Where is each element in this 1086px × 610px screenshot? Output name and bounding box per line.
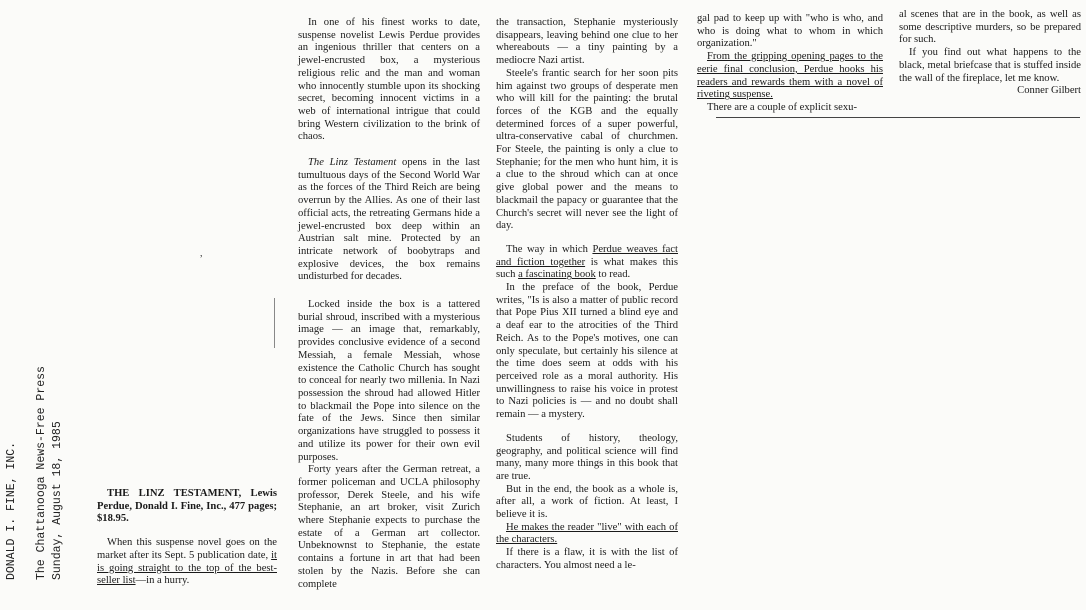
col3-paragraph-6: But in the end, the book as a whole is, after all, a work of fiction. At least, I believe it is. bbox=[496, 483, 678, 521]
stamp-line-2: The Chattanooga News-Free Press bbox=[35, 366, 48, 580]
col4-paragraph-3: There are a couple of explicit sexu- bbox=[707, 101, 858, 113]
col2-p2-rest: opens in the last tumultuous days of the Second World War as the forces of the Third Reich are being overrun by the Allies. As one of their last official acts, the retreating Germans hide a jewel-encrusted box deep within an Austrian salt mine. Protected by an intricate network of boobytraps and explosive devices, the box remains undisturbed for decades. bbox=[298, 157, 480, 283]
stamp-line-3: Sunday, August 18, 1985 bbox=[51, 421, 64, 580]
col3-p3-e: to read. bbox=[595, 269, 631, 281]
stamp-line-1: DONALD I. FINE, INC. bbox=[5, 441, 18, 580]
author-signature: Conner Gilbert bbox=[1017, 85, 1081, 97]
col2-paragraph-2 bbox=[298, 157, 480, 284]
book-title-italic: The Linz Testament bbox=[308, 157, 397, 169]
col1-p1-a: When this suspense novel goes on the market after its Sept. 5 publication date, bbox=[97, 537, 277, 561]
date-stamp bbox=[50, 370, 66, 580]
col3-paragraph-1: the transaction, Stephanie mysteriously disappears, leaving behind one clue to her whereabouts — a tiny painting by a mediocre Nazi artist. bbox=[496, 17, 678, 67]
col3-p3-a: The way in which bbox=[506, 243, 593, 255]
newspaper-stamp bbox=[34, 345, 50, 580]
col3-paragraph-7: He makes the reader "live" with each of the characters. bbox=[496, 521, 678, 546]
stray-mark: , bbox=[200, 248, 203, 259]
end-rule bbox=[716, 117, 1080, 118]
col4-paragraph-2: From the gripping opening pages to the eerie final conclusion, Perdue hooks his readers and rewards them with a novel of riveting suspense. bbox=[697, 51, 883, 101]
publisher-stamp bbox=[4, 380, 20, 580]
column-1 bbox=[97, 488, 277, 588]
col1-p1-underlined: it is going straight to the top of the best-seller list bbox=[97, 549, 277, 587]
margin-mark bbox=[274, 298, 275, 348]
col5-paragraph-1: al scenes that are in the book, as well as some descriptive murders, so be prepared for such. bbox=[899, 9, 1081, 46]
column-5 bbox=[899, 9, 1081, 98]
col2-paragraph-4: Forty years after the German retreat, a former policeman and UCLA philosophy professor, Derek Steele, and his wife Stephanie, an art broker, visit Zurich where Stephanie expects to purchase the estate of a German art collector. Unbeknownst to Stephanie, the estate contains a fortune in art that had been stolen by the Nazis. Before she can complete bbox=[298, 464, 480, 590]
col2-paragraph-3: Locked inside the box is a tattered burial shroud, inscribed with a mysterious image — an image that, remarkably, provides conclusive evidence of a second Messiah, a female Messiah, whose existence the Catholic Church has sought to conceal for nearly two millenia. In Nazi possession the shroud had allowed Hitler to blackmail the Pope into silence on the fate of the Jews. Since then similar organizations have struggled to possess it and utilize its power for their own evil purposes. bbox=[298, 299, 480, 463]
col4-paragraph-1: gal pad to keep up with "who is who, and who is doing what to whom in which organization." bbox=[697, 13, 883, 50]
column-2 bbox=[298, 17, 480, 591]
col5-paragraph-2: If you find out what happens to the black, metal briefcase that is stuffed inside the wall of the fireplace, let me know. bbox=[899, 47, 1081, 84]
col3-p3-underlined-2: a fascinating book bbox=[518, 269, 596, 281]
col3-paragraph-2: Steele's frantic search for her soon pits him against two groups of desperate men who will kill for the painting: the brutal forces of the KGB and the equally determined forces of a super powerful, ultra-conservative cabal of churchmen. For Steele, the painting is only a clue to Stephanie; for the men who hunt him, it is a clue to the shroud which can at once give global power and the means to blackmail the papacy or guarantee that the Church's secret will never see the light of day. bbox=[496, 67, 678, 232]
column-4 bbox=[697, 13, 883, 115]
col3-paragraph-3 bbox=[496, 244, 678, 282]
col3-p3-c: is what makes this such bbox=[496, 256, 678, 281]
col2-paragraph-1: In one of his finest works to date, suspense novelist Lewis Perdue provides an ingenious thriller that centers on a jewel-encrusted box, a mysterious religious relic and the man and woman who innocently stumble upon its shocking secret, becoming innocent victims in a web of international intrigue that could bring Western civilization to the brink of chaos. bbox=[298, 17, 480, 143]
col3-p3-underlined-1: Perdue weaves fact and fiction together bbox=[496, 243, 678, 268]
column-3 bbox=[496, 17, 678, 573]
book-heading: THE LINZ TESTAMENT, Lewis Perdue, Donald I. Fine, Inc., 477 pages; $18.95. bbox=[97, 488, 277, 525]
col1-p1-c: —in a hurry. bbox=[135, 575, 190, 587]
col1-paragraph-1 bbox=[97, 537, 277, 588]
col3-paragraph-4: In the preface of the book, Perdue writes, "Is is also a matter of public record that Pope Pius XII turned a blind eye and a deaf ear to the atrocities of the Third Reich. As to the Pope's motives, one can only speculate, but certainly his silence at the time does seem at odds with his perceived role as a moral authority. His unwillingness to raise his voice in protest to Nazi policies is — and no doubt shall remain — a mystery. bbox=[496, 282, 678, 421]
col3-paragraph-8: If there is a flaw, it is with the list of characters. You almost need a le- bbox=[496, 547, 678, 571]
col3-paragraph-5: Students of history, theology, geography, and political science will find many, many more things in this book that are true. bbox=[496, 432, 678, 482]
